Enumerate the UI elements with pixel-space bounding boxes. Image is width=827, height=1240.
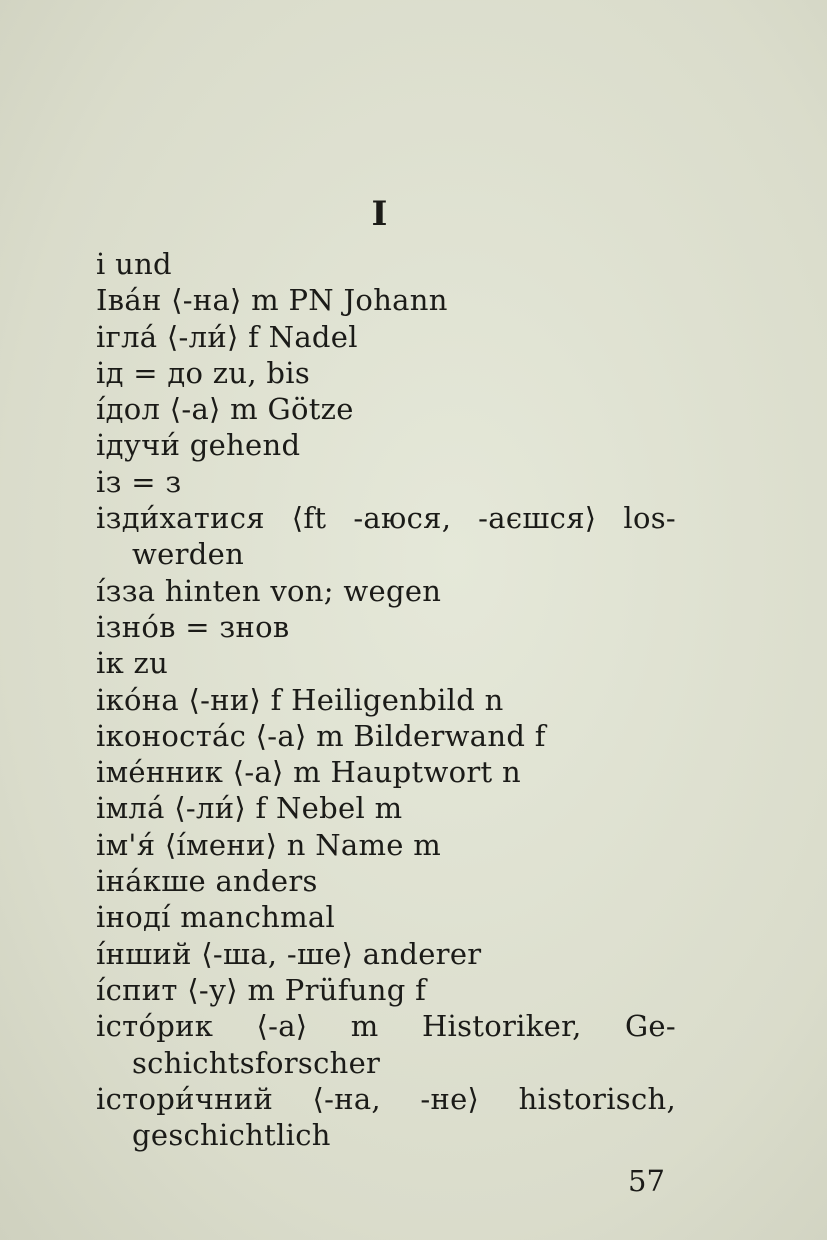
dictionary-entry: ігла́ ⟨-ли́⟩ f Nadel <box>96 319 358 354</box>
entry-continuation: geschichtlich <box>132 1118 331 1153</box>
dictionary-entry: іме́нник ⟨-а⟩ m Hauptwort n <box>96 755 521 790</box>
dictionary-entry: іко́на ⟨-ни⟩ f Heiligenbild n <box>96 682 504 717</box>
dictionary-entry: ізди́хатися ⟨ft -аюся, -аєшся⟩ los- <box>96 501 676 536</box>
entry-list <box>96 246 676 1153</box>
dictionary-entry: ім'я́ ⟨і́мени⟩ n Name m <box>96 827 442 862</box>
dictionary-entry: іконоста́с ⟨-а⟩ m Bilderwand f <box>96 718 546 753</box>
dictionary-entry: ід = до zu, bis <box>96 355 311 390</box>
dictionary-entry: і́спит ⟨-у⟩ m Prüfung f <box>96 972 427 1007</box>
dictionary-entry: іноді́ manchmal <box>96 900 336 935</box>
dictionary-entry: i und <box>96 247 172 281</box>
dictionary-entry: і́нший ⟨-ша, -ше⟩ anderer <box>96 936 482 971</box>
section-heading: I <box>371 194 389 234</box>
dictionary-entry: істо́рик ⟨-а⟩ m Historiker, Ge- <box>96 1009 676 1044</box>
dictionary-entry: із = з <box>96 464 182 499</box>
dictionary-entry: ідучи́ gehend <box>96 428 301 463</box>
dictionary-entry: іна́кше anders <box>96 864 318 899</box>
dictionary-entry: і́дол ⟨-а⟩ m Götze <box>96 392 354 427</box>
dictionary-entry: ізно́в = знов <box>96 609 290 644</box>
dictionary-entry: істори́чний ⟨-на, -не⟩ historisch, <box>96 1081 676 1116</box>
dictionary-entry: імла́ ⟨-ли́⟩ f Nebel m <box>96 791 403 826</box>
entry-continuation: werden <box>132 537 245 572</box>
dictionary-entry: Іва́н ⟨-на⟩ m PN Johann <box>96 283 448 318</box>
dictionary-entry: ік zu <box>96 646 169 681</box>
entry-continuation: schichtsforscher <box>132 1045 381 1080</box>
dictionary-entry: і́зза hinten von; wegen <box>96 573 442 608</box>
page-number: 57 <box>628 1164 665 1198</box>
